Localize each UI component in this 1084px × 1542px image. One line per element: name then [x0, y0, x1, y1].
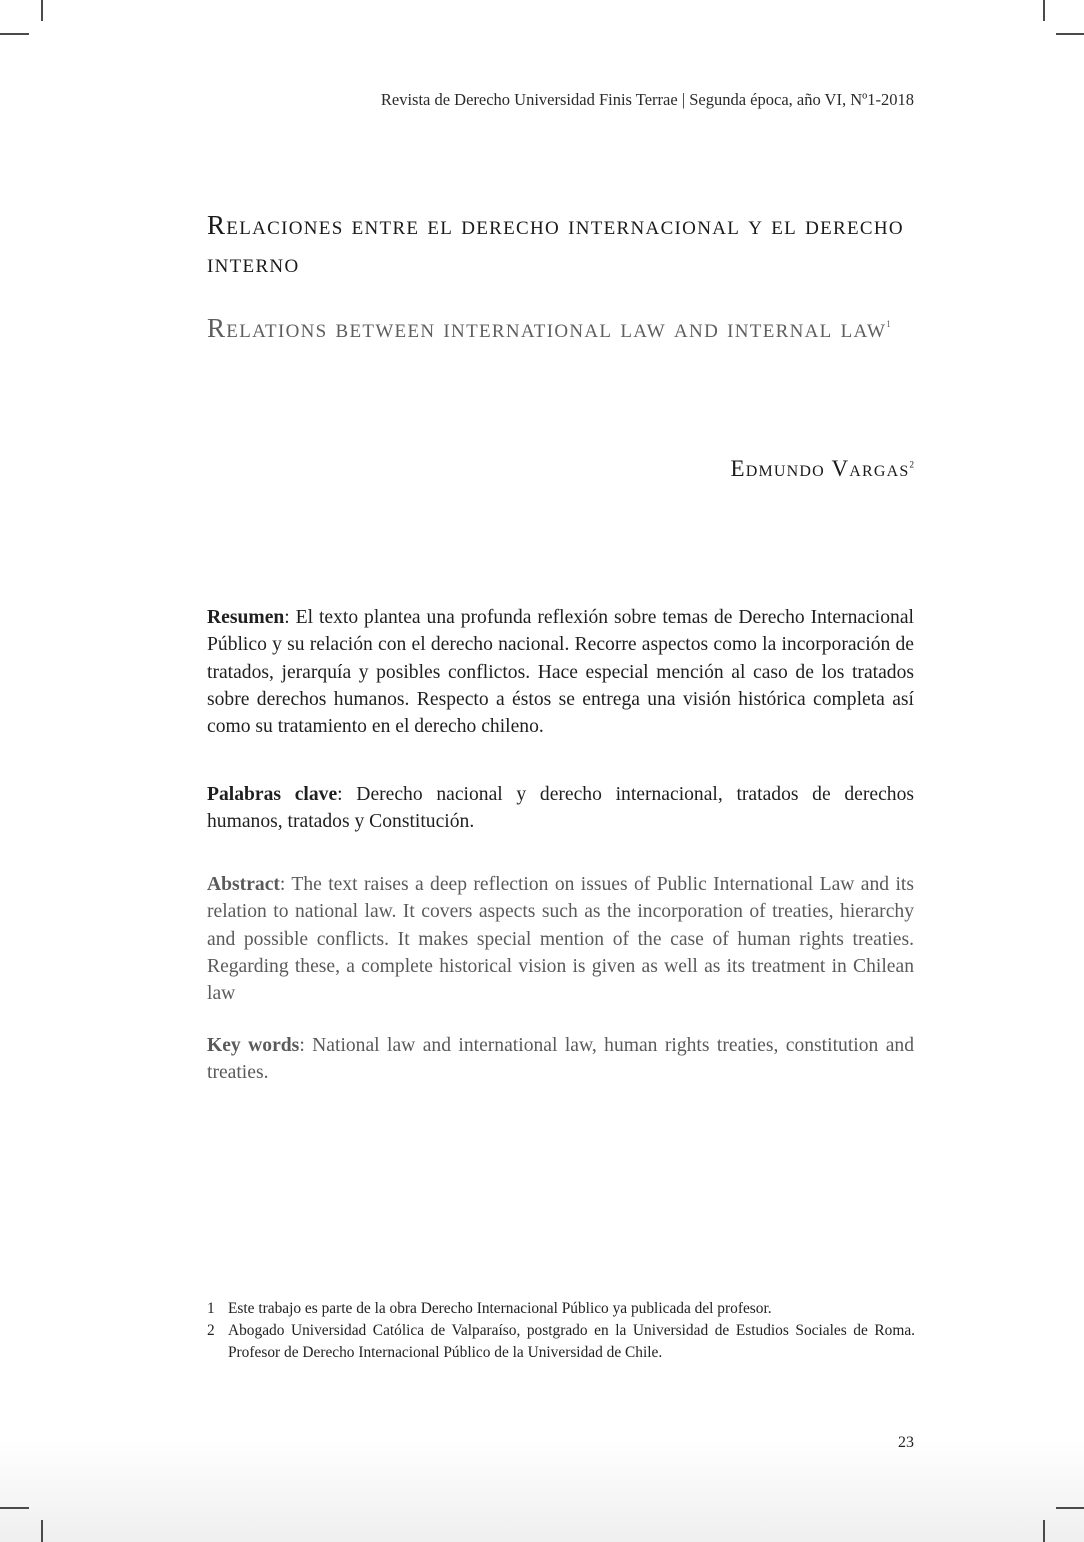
crop-mark-bottom-right-horizontal	[1056, 1507, 1084, 1509]
footnote-number: 2	[207, 1322, 215, 1339]
title-es-text: Relaciones entre el derecho internacional y el derecho interno	[207, 210, 904, 278]
footnote-number: 1	[207, 1300, 215, 1317]
footnote-ref-2[interactable]: 2	[909, 459, 914, 470]
page-number: 23	[898, 1434, 914, 1451]
running-head: Revista de Derecho Universidad Finis Terrae | Segunda época, año VI, Nº1-2018	[380, 90, 914, 109]
footnote-2	[207, 1320, 915, 1364]
crop-mark-bottom-left-horizontal	[0, 1507, 29, 1509]
footnote-1	[207, 1298, 915, 1320]
footnote-ref-1[interactable]: 1	[886, 319, 891, 329]
key-words-text: : National law and international law, human rights treaties, constitution and treaties.	[207, 1035, 914, 1084]
resumen-label: Resumen	[207, 607, 285, 628]
crop-mark-top-right-vertical	[1043, 0, 1045, 21]
footnotes	[207, 1298, 915, 1364]
article-title-spanish	[207, 206, 927, 282]
author-name	[730, 456, 914, 482]
crop-mark-top-left-horizontal	[0, 33, 29, 35]
crop-mark-top-right-horizontal	[1056, 33, 1084, 35]
crop-mark-bottom-right-vertical	[1043, 1520, 1045, 1542]
abstract-label: Abstract	[207, 874, 280, 895]
article-title-english	[207, 305, 927, 347]
footnote-text: Abogado Universidad Católica de Valparaíso, postgrado en la Universidad de Estudios Sociales de Roma. Profesor de Derecho Internacional Público de la Universidad de Chile.	[228, 1322, 915, 1361]
key-words-paragraph	[207, 1032, 914, 1087]
palabras-clave-paragraph	[207, 781, 914, 836]
resumen-paragraph	[207, 604, 914, 740]
key-words-label: Key words	[207, 1035, 300, 1056]
footnote-text: Este trabajo es parte de la obra Derecho Internacional Público ya publicada del profesor.	[228, 1300, 772, 1317]
crop-mark-top-left-vertical	[41, 0, 43, 21]
title-en-text: Relations between international law and internal law	[207, 313, 887, 343]
abstract-text: : The text raises a deep reflection on issues of Public International Law and its relation to national law. It covers aspects such as the incorporation of treaties, hierarchy and possible conflicts. It makes special mention of the case of human rights treaties. Regarding these, a complete historical vision is given as well as its treatment in Chilean law	[207, 874, 914, 1005]
crop-mark-bottom-left-vertical	[41, 1520, 43, 1542]
palabras-clave-text: : Derecho nacional y derecho internacional, tratados de derechos humanos, tratados y Constitución.	[207, 784, 914, 833]
resumen-text: : El texto plantea una profunda reflexión sobre temas de Derecho Internacional Público y su relación con el derecho nacional. Recorre aspectos como la incorporación de tratados, jerarquía y posibles conflictos. Hace especial mención al caso de los tratados sobre derechos humanos. Respecto a éstos se entrega una visión histórica completa así como su tratamiento en el derecho chileno.	[207, 607, 914, 738]
palabras-clave-label: Palabras clave	[207, 784, 338, 805]
abstract-paragraph	[207, 871, 914, 1007]
author-text: Edmundo Vargas	[730, 456, 910, 481]
